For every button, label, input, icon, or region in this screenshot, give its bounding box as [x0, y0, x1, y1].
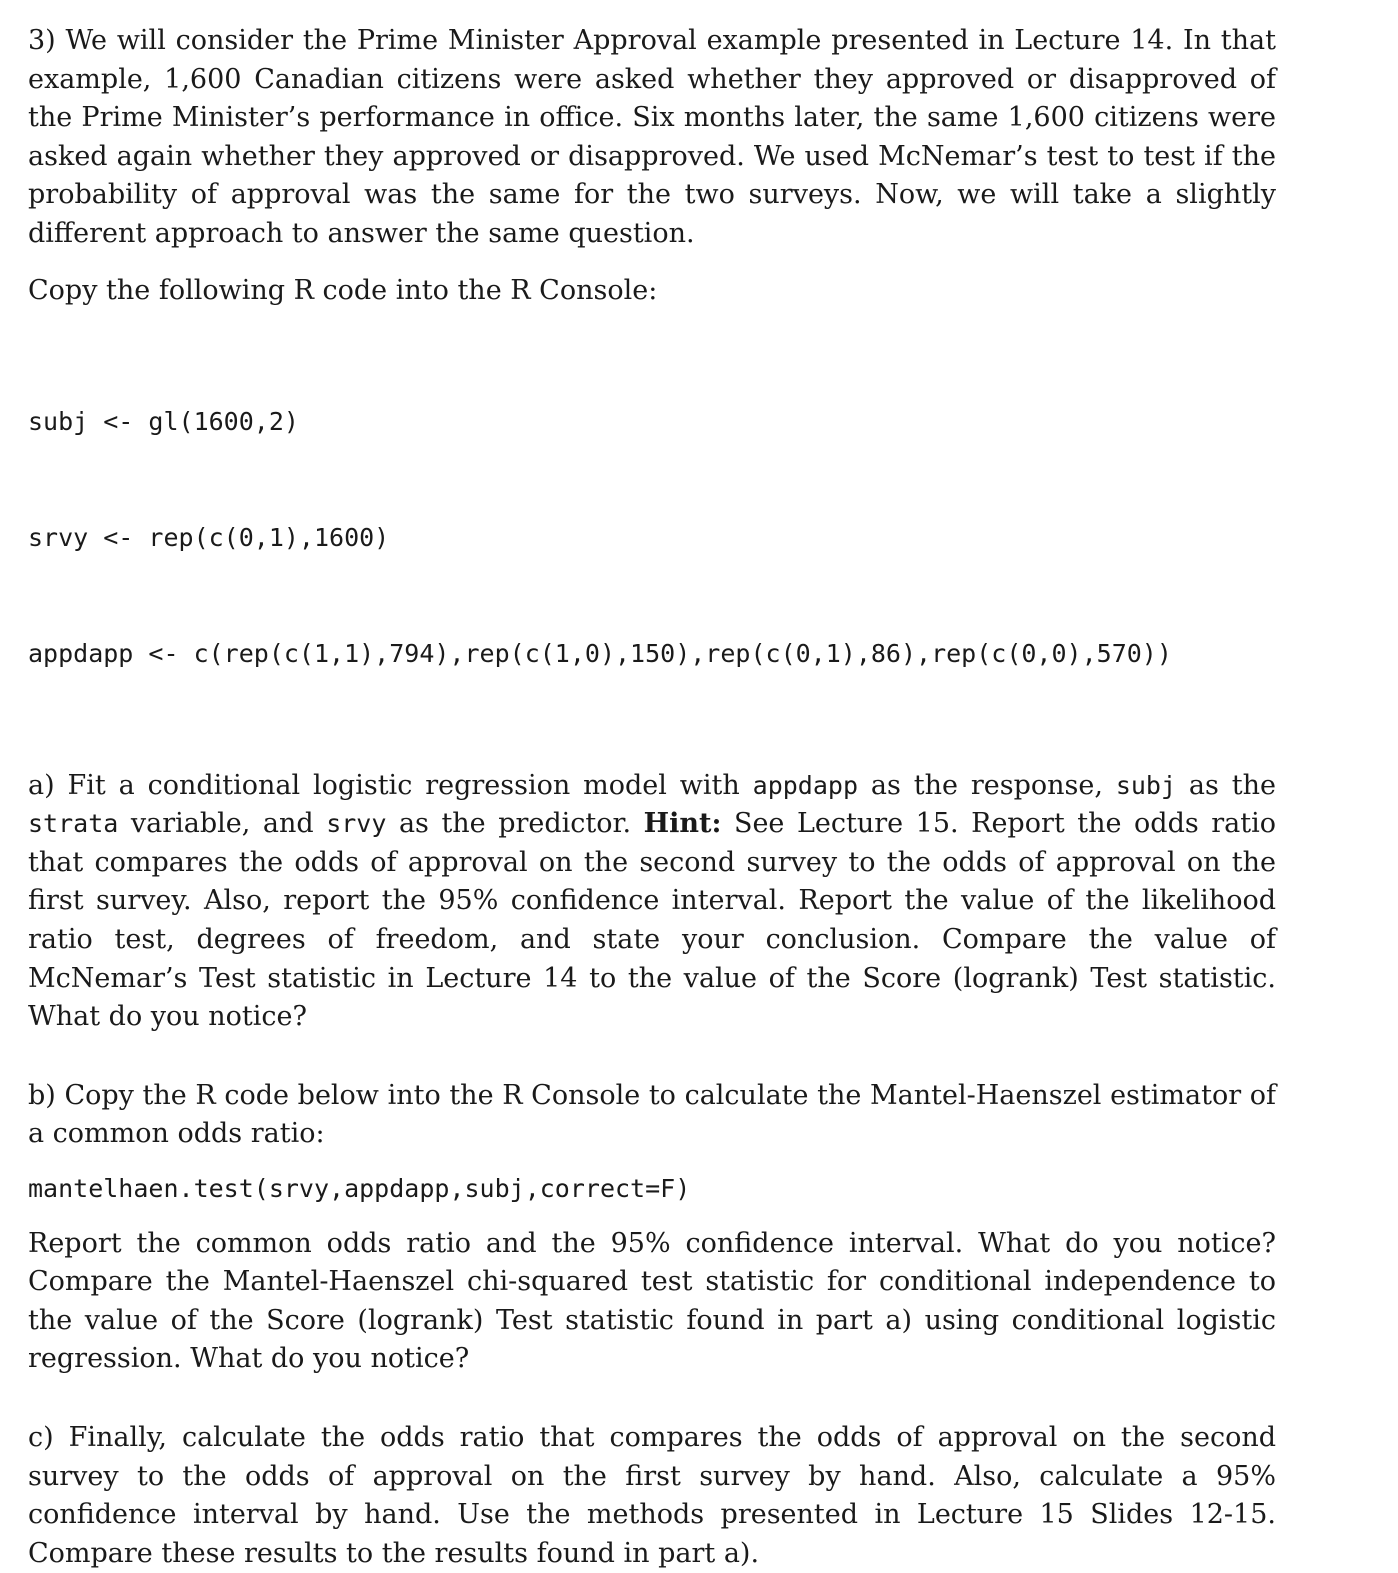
- mantelhaen-code: mantelhaen.test(srvy,appdapp,subj,correct=F): [28, 1174, 691, 1204]
- hint-label: Hint:: [643, 808, 722, 840]
- part-b-followup: Report the common odds ratio and the 95% confidence interval. What do you notice? Compare the Mantel-Haenszel chi-squared test statistic for conditional independence to the value of the Score (logrank) Test statistic found in part a) using conditional logistic regression. What do you notice?: [28, 1227, 1276, 1375]
- document-page: [28, 22, 1276, 1573]
- code-line-srvy: srvy <- rep(c(0,1),1600): [28, 523, 390, 553]
- copy-instruction: Copy the following R code into the R Console:: [28, 274, 658, 306]
- part-a-text-6: See Lecture 15. Report the odds ratio that compares the odds of approval on the second survey to the odds of approval on the first survey. Also, report the 95% confidence interval. Report the value of the likelihood ratio test, degrees of freedom, and state your conclusion. Compare the value of McNemar’s Test statistic in Lecture 14 to the value of the Score (logrank) Test statistic. What do you notice?: [28, 808, 1276, 1033]
- part-a-text-5: as the predictor.: [386, 808, 644, 840]
- code-strata: strata: [28, 809, 119, 839]
- part-a-text-1: a) Fit a conditional logistic regression model with: [28, 769, 753, 801]
- code-line-appdapp: appdapp <- c(rep(c(1,1),794),rep(c(1,0),150),rep(c(0,1),86),rep(c(0,0),570)): [28, 638, 1172, 668]
- part-c-paragraph: c) Finally, calculate the odds ratio that compares the odds of approval on the second survey to the odds of approval on the first survey by hand. Also, calculate a 95% confidence interval by hand. Use the methods presented in Lecture 15 Slides 12-15. Compare these results to the results found in part a).: [28, 1422, 1276, 1569]
- question-intro: 3) We will consider the Prime Minister Approval example presented in Lecture 14. In that example, 1,600 Canadian citizens were asked whether they approved or disapproved of the Prime Minister’s performance in office. Six months later, the same 1,600 citizens were asked again whether they approved or disapproved. We used McNemar’s test to test if the probability of approval was the same for the two surveys. Now, we will take a slightly different approach to answer the same question.: [28, 25, 1276, 249]
- part-a-text-2: as the response,: [858, 769, 1116, 801]
- part-a-text-4: variable, and: [118, 808, 327, 840]
- r-code-block: [28, 326, 1276, 751]
- part-b-intro: b) Copy the R code below into the R Console to calculate the Mantel-Haenszel estimator of a common odds ratio:: [28, 1079, 1276, 1150]
- code-srvy: srvy: [326, 809, 387, 839]
- code-subj: subj: [1115, 770, 1177, 800]
- part-a-paragraph: [28, 767, 1276, 1037]
- code-line-subj: subj <- gl(1600,2): [28, 407, 299, 437]
- code-appdapp: appdapp: [752, 770, 859, 800]
- part-a-text-3: as the: [1176, 769, 1276, 801]
